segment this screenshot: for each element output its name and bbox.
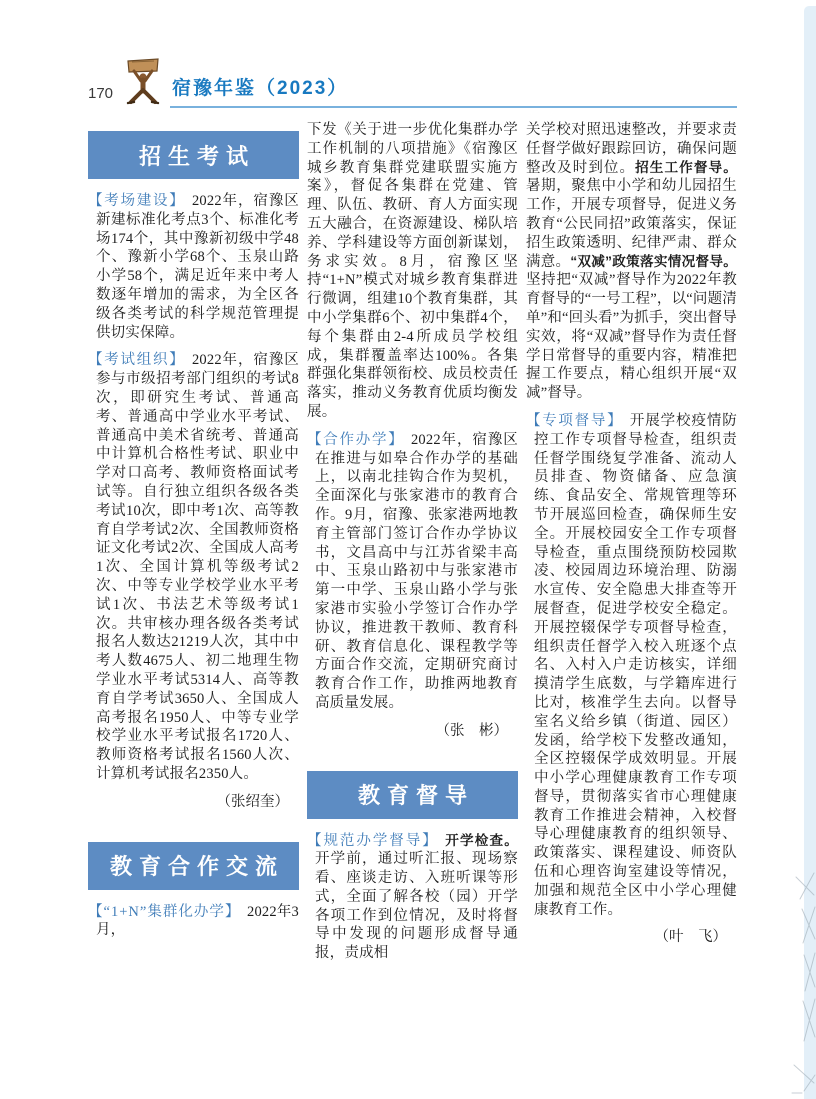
book-title: 宿豫年鉴（2023） [172,78,349,99]
column-1 [88,121,299,972]
entry-paragraph [88,192,299,342]
author-signature: （张 彬） [435,722,508,739]
body-text: 坚持把“双减”督导作为2022年教育督导的“一号工程”，以“问题清单”和“回头看”为抓手，突出督导实效，将“双减”督导作为责任督学日常督导的重要内容，精准把握工作要点，精心组织开展“双减”督导。 [526,272,738,402]
section-heading: 招生考试 [88,131,299,179]
text-columns [88,121,737,972]
entry-label: 【考场建设】 [88,193,186,209]
body-text: 开展学校疫情防控工作专项督导检查，组织责任督学围绕复学准备、流动人员排查、物资储备、应急演练、食品安全、常规管理等环节开展巡回检查，确保师生安全。开展校园安全工作专项督导检查，重点围绕预防校园欺凌、校园周边环境治理、防溺水宣传、安全隐患大排查等开展督查，促进学校安全稳定。开展控辍保学专项督导检查，组织责任督学入校入班逐个点名、入村入户走访核实，详细摸清学生底数，与学籍库进行比对，核准学生去向。以督导室名义给乡镇（街道、园区）发函，给学校下发整改通知，全区控辍保学成效明显。开展中小学心理健康教育工作专项督导，贯彻落实省市心理健康教育工作推进会精神，入校督导心理健康教育的组织领导、政策落实、课程建设、师资队伍和心理咨询室建设等情况，加强和规范全区中小学心理健康教育工作。 [533,412,738,918]
body-text: 2022年，宿豫区在推进与如皋合作办学的基础上，以南北挂钩合作为契机，全面深化与张家港市的教育合作。9月，宿豫、张家港两地教育主管部门签订合作办学协议书，文昌高中与江苏省梁丰高中、玉泉山路初中与张家港市第一中学、玉泉山路小学与张家港市实验小学签订合作办学协议，推进教干教师、教育科研、教育信息化、课程教学等方面合作交流，定期研究商讨教育合作工作，助推两地教育高质量发展。 [314,431,518,711]
body-text: 暑期，聚焦中小学和幼儿园招生工作，开展专项督导，促进义务教育“公民同招”政策落实，保证招生政策透明、纪律严肃、群众满意。 [526,178,737,270]
entry-paragraph [307,832,518,964]
body-text: 关学校对照迅速整改，并要求责任督学做好跟踪回访，确保问题整改及时到位。 [526,122,737,176]
body-text: 开学前，通过听汇报、现场察看、座谈走访、入班听课等形式，全面了解各校（园）开学各项工作到位情况，及时将督导中发现的问题形成督导通报，责成相 [314,851,518,962]
entry-label: 【“1+N”集群化办学】 [88,903,241,920]
author-signature: （叶 飞） [654,929,727,946]
body-text: 下发《关于进一步优化集群办学工作机制的八项措施》《宿豫区城乡教育集群党建联盟实施方案》，督促各集群在党建、管理、队伍、教研、育人方面实现五大融合，在资源建设、梯队培养、学科建设等方面创新谋划，务求实效。8月，宿豫区坚持“1+N”模式对城乡教育集群进行微调，组建10个教育集群，其中小学集群6个、初中集群4个，每个集群由2-4所成员学校组成，集群覆盖率达100%。各集群强化集群领衔校、成员校责任落实，推动义务教育优质均衡发展。 [307,122,518,420]
author-signature: （张绍奎） [216,793,289,810]
header-rule [170,106,737,108]
run-in-heading: 招生工作督导。 [635,159,737,175]
section-heading: 教育督导 [307,771,518,819]
entry-label: 【专项督导】 [526,412,624,429]
section-heading: 教育合作交流 [88,842,299,890]
continuation-paragraph [526,121,737,403]
column-3 [526,121,737,972]
page-number: 170 [88,85,114,102]
column-2 [307,121,518,972]
corner-sketch-decoration [790,869,816,1099]
run-in-heading: “双减”政策落实情况督导。 [570,253,737,269]
entry-paragraph [88,351,299,783]
page-header [88,60,737,106]
body-text: 2022年，宿豫区新建标准化考点3个、标准化考场174个，其中豫新初级中学48个、豫新小学68个、玉泉山路小学58个，满足近年来中考人数逐年增加的需求，为全区各级各类考试的科学规范管理提供切实保障。 [95,193,299,341]
body-text: 2022年，宿豫区参与市级招考部门组织的考试8次，即研究生考试、普通高考、普通高中学业水平考试、普通高中美术省统考、普通高中计算机合格性考试、职业中学对口高考、教师资格面试考试等。自行独立组织各级各类考试10次，即中考1次、高等教育自学考试2次、全国教师资格证文化考试2次、全国成人高考1次、全国计算机等级考试2次、中等专业学校学业水平考试1次、书法艺术等级考试1次。共审核办理各级各类考试报名人数达21219人次，其中中考人数4675人、初二地理生物学业水平考试5314人、高等教育自学考试3650人、全国成人高考报名1950人、中等专业学校学业水平考试报名1720人、教师资格考试报名1560人次、计算机考试报名2350人。 [95,352,299,782]
entry-label: 【合作办学】 [307,431,405,448]
entry-label: 【考试组织】 [88,352,186,369]
body-text: 2022年3月， [95,903,299,939]
strongman-logo-icon [120,58,166,108]
continuation-paragraph [307,121,518,422]
entry-paragraph [88,903,299,941]
run-in-heading: 开学检查。 [445,832,519,848]
entry-label: 【规范办学督导】 [307,832,439,849]
entry-paragraph [307,431,518,713]
entry-paragraph [526,412,737,920]
